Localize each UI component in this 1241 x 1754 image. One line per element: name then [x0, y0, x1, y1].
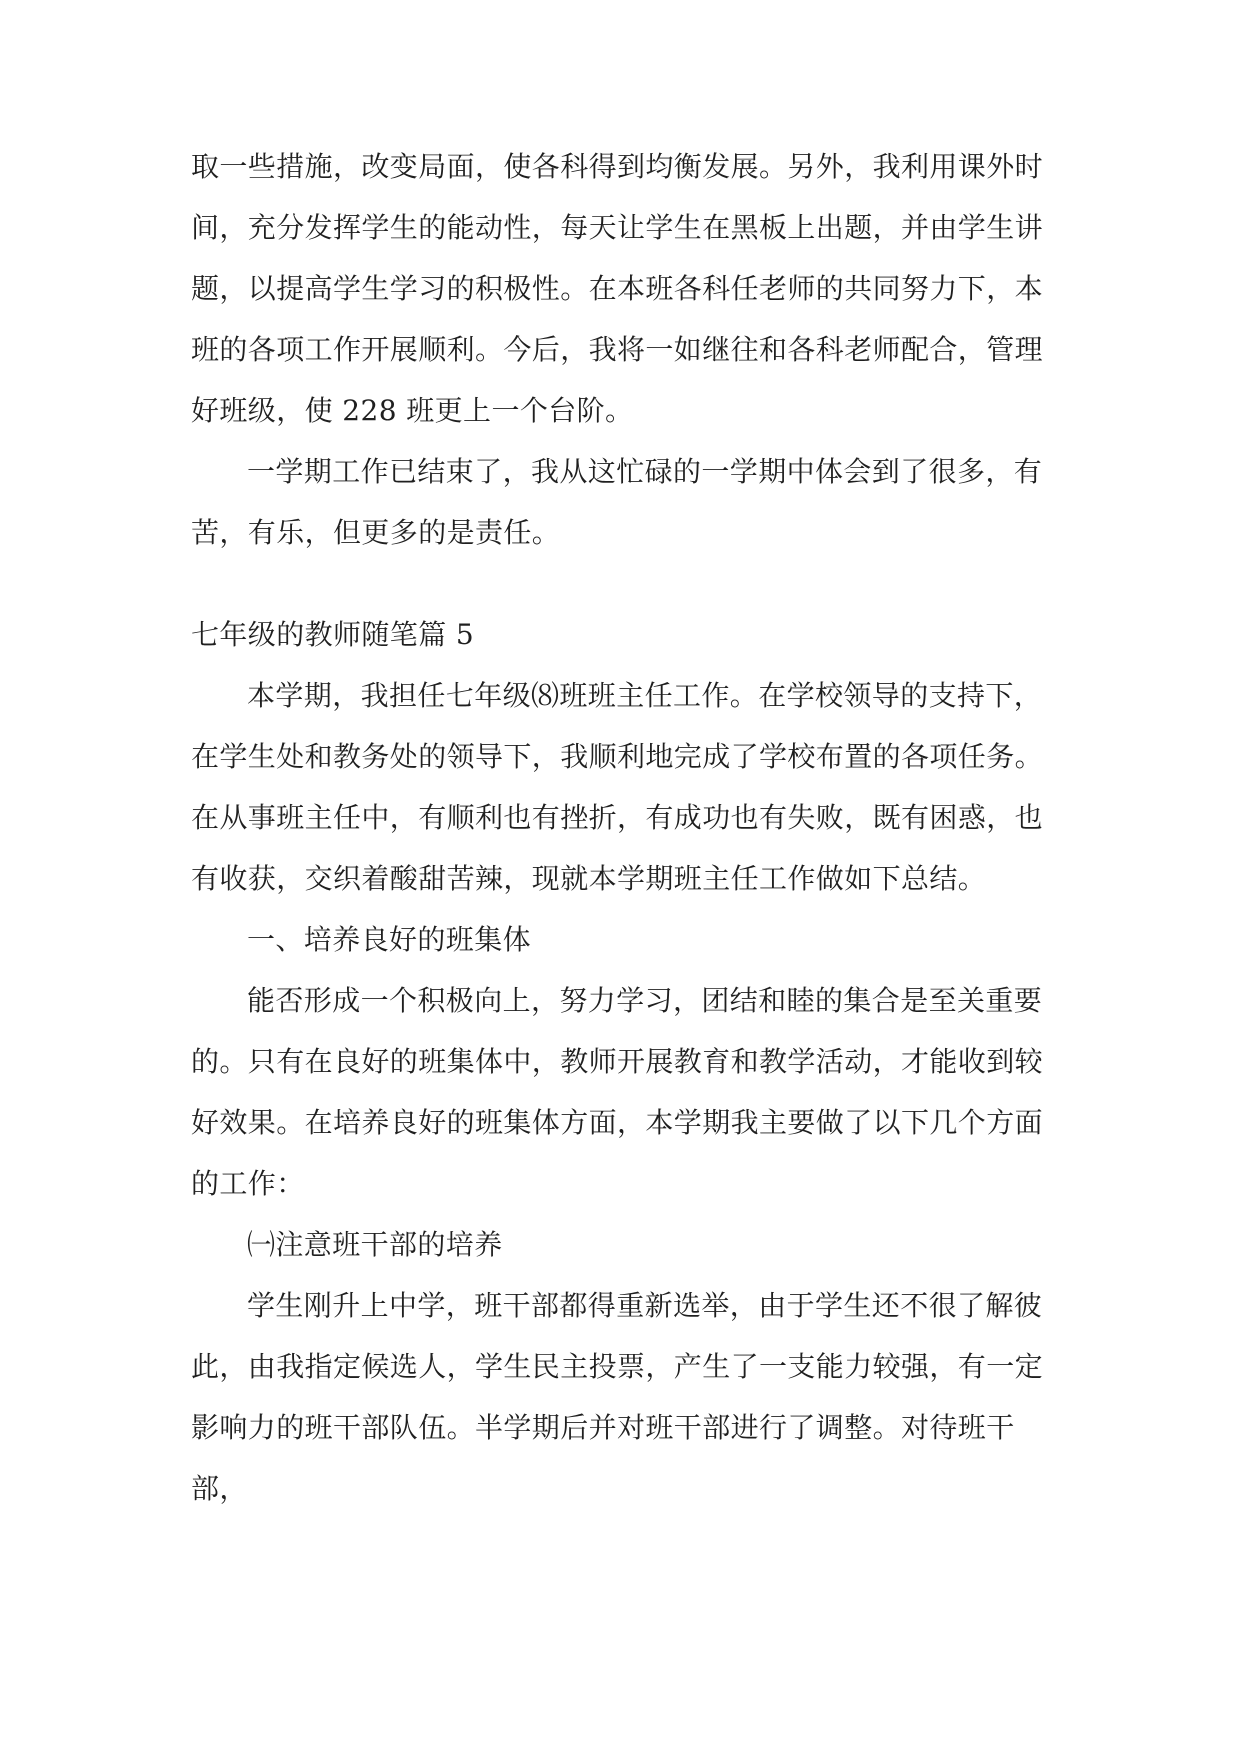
document-body-top	[191, 136, 1051, 563]
subheading-class-collective: 一、培养良好的班集体	[247, 923, 532, 956]
paragraph-conclusion: 一学期工作已结束了，我从这忙碌的一学期中体会到了很多，有苦，有乐，但更多的是责任。	[191, 455, 1043, 549]
section-title: 七年级的教师随笔篇 5	[191, 618, 475, 651]
subheading-class-cadres: ㈠注意班干部的培养	[247, 1228, 503, 1261]
document-body-bottom	[191, 604, 1051, 1519]
paragraph-intro: 本学期，我担任七年级⑻班班主任工作。在学校领导的支持下，在学生处和教务处的领导下，我顺利地完成了学校布置的各项任务。在从事班主任中，有顺利也有挫折，有成功也有失败，既有困惑，也有收获，交织着酸甜苦辣，现就本学期班主任工作做如下总结。	[191, 679, 1044, 895]
paragraph-collective: 能否形成一个积极向上，努力学习，团结和睦的集合是至关重要的。只有在良好的班集体中，教师开展教育和教学活动，才能收到较好效果。在培养良好的班集体方面，本学期我主要做了以下几个方面的工作：	[191, 984, 1044, 1200]
paragraph-continuation: 取一些措施，改变局面，使各科得到均衡发展。另外，我利用课外时间，充分发挥学生的能动性，每天让学生在黑板上出题，并由学生讲题，以提高学生学习的积极性。在本班各科任老师的共同努力下，本班的各项工作开展顺利。今后，我将一如继往和各科老师配合，管理好班级，使 228 班更上一个台阶。	[191, 150, 1044, 427]
paragraph-class-cadres: 学生刚升上中学，班干部都得重新选举，由于学生还不很了解彼此，由我指定候选人，学生民主投票，产生了一支能力较强，有一定影响力的班干部队伍。半学期后并对班干部进行了调整。对待班干部，	[191, 1289, 1044, 1505]
